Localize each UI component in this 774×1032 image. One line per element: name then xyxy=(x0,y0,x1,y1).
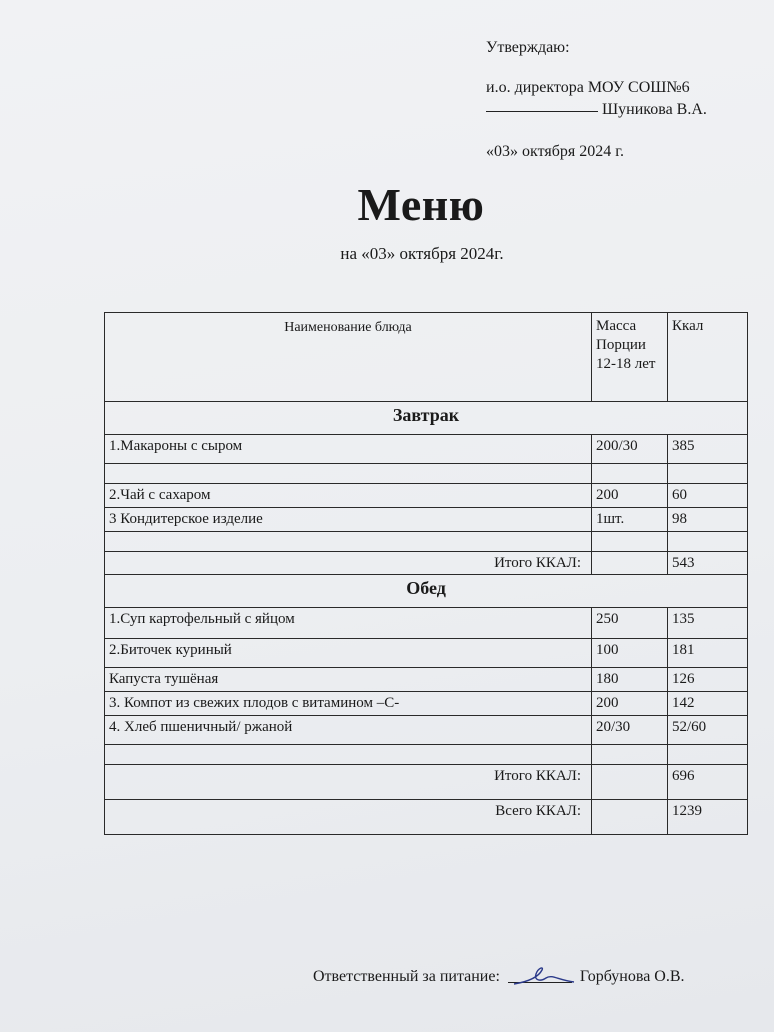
total-row-lunch xyxy=(105,764,748,799)
approver-position: и.о. директора МОУ СОШ№6 xyxy=(486,79,690,96)
footer-responsible xyxy=(313,968,685,986)
responsible-name: Горбунова О.В. xyxy=(579,968,685,985)
approve-label: Утверждаю: xyxy=(486,39,570,56)
dish-kcal: 126 xyxy=(668,668,748,692)
dish-kcal: 60 xyxy=(668,484,748,508)
dish-mass: 200/30 xyxy=(592,435,668,464)
header-portion-mass: Масса Порции 12-18 лет xyxy=(592,313,668,402)
dish-mass: 1шт. xyxy=(592,507,668,531)
table-row xyxy=(105,668,748,692)
empty-row xyxy=(105,744,748,764)
total-label: Итого ККАЛ: xyxy=(105,551,592,575)
table-row xyxy=(105,715,748,744)
dish-mass: 200 xyxy=(592,692,668,716)
table-header-row xyxy=(105,313,748,402)
total-row-breakfast xyxy=(105,551,748,575)
dish-name: 2.Биточек куриный xyxy=(105,639,592,668)
dish-mass: 100 xyxy=(592,639,668,668)
table-row xyxy=(105,484,748,508)
dish-kcal: 52/60 xyxy=(668,715,748,744)
section-row-breakfast xyxy=(105,402,748,435)
dish-name: 1.Суп картофельный с яйцом xyxy=(105,608,592,639)
section-title-lunch: Обед xyxy=(105,575,748,608)
table-row xyxy=(105,608,748,639)
page-title: Меню xyxy=(357,179,485,230)
total-kcal: 543 xyxy=(668,551,748,575)
grand-total-kcal: 1239 xyxy=(668,799,748,834)
responsible-label: Ответственный за питание: xyxy=(313,968,500,985)
dish-kcal: 385 xyxy=(668,435,748,464)
empty-row xyxy=(105,531,748,551)
table-row xyxy=(105,639,748,668)
dish-name: 2.Чай с сахаром xyxy=(105,484,592,508)
grand-total-row xyxy=(105,799,748,834)
handwritten-signature-icon xyxy=(508,964,578,990)
grand-total-label: Всего ККАЛ: xyxy=(105,799,592,834)
dish-kcal: 181 xyxy=(668,639,748,668)
header-dish-name: Наименование блюда xyxy=(105,313,592,402)
dish-name: 3. Компот из свежих плодов с витамином –С- xyxy=(105,692,592,716)
signature-blank xyxy=(486,111,598,112)
dish-mass: 20/30 xyxy=(592,715,668,744)
header-kcal: Ккал xyxy=(668,313,748,402)
approver-signature-line xyxy=(486,100,707,121)
approval-date: «03» октября 2024 г. xyxy=(486,143,624,160)
signature-line xyxy=(508,982,572,983)
dish-name: 3 Кондитерское изделие xyxy=(105,507,592,531)
table-row xyxy=(105,435,748,464)
section-title-breakfast: Завтрак xyxy=(105,402,748,435)
menu-date: на «03» октября 2024г. xyxy=(340,244,504,263)
table-row xyxy=(105,507,748,531)
dish-name: 1.Макароны с сыром xyxy=(105,435,592,464)
empty-row xyxy=(105,464,748,484)
dish-name: 4. Хлеб пшеничный/ ржаной xyxy=(105,715,592,744)
total-kcal: 696 xyxy=(668,764,748,799)
menu-table xyxy=(104,312,748,835)
dish-kcal: 135 xyxy=(668,608,748,639)
dish-mass: 200 xyxy=(592,484,668,508)
approver-name: Шуникова В.А. xyxy=(602,101,707,118)
section-row-lunch xyxy=(105,575,748,608)
total-label: Итого ККАЛ: xyxy=(105,764,592,799)
dish-mass: 250 xyxy=(592,608,668,639)
dish-kcal: 142 xyxy=(668,692,748,716)
dish-kcal: 98 xyxy=(668,507,748,531)
dish-mass: 180 xyxy=(592,668,668,692)
dish-name: Капуста тушёная xyxy=(105,668,592,692)
table-row xyxy=(105,692,748,716)
